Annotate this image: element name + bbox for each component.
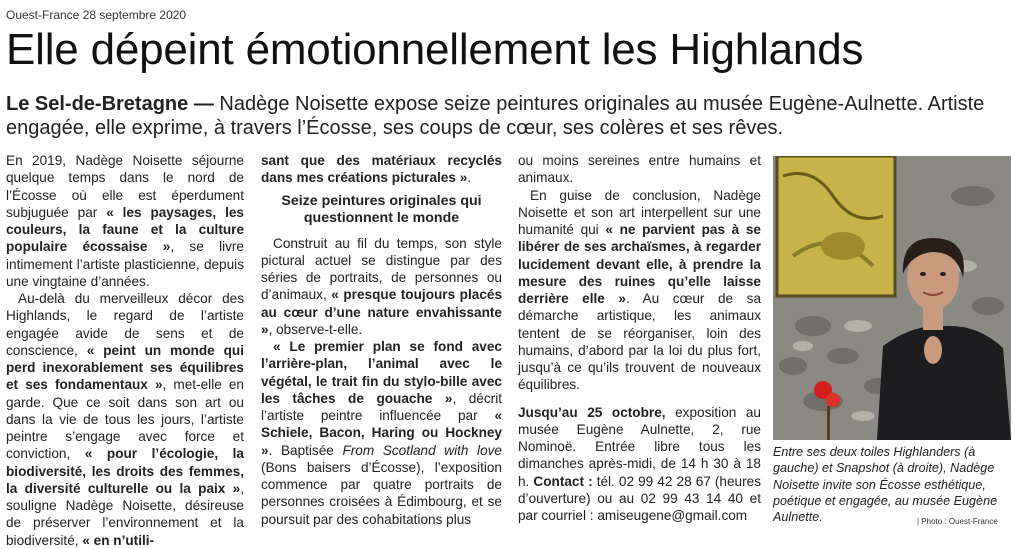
person-eye: [920, 272, 926, 276]
subheading: Seize peintures originales qui questionnent le monde: [281, 192, 482, 226]
text-run: Construit au fil du temps, son style pictural actuel se distingue par des séries de portraits, de personnes ou d’animaux,: [261, 235, 502, 303]
quote-run: sant que des matériaux recyclés dans mes créations picturales »: [261, 153, 502, 186]
text-run: tél. 02 99 42 28 67 (heures d’ouverture) ou au 02 99 43 14 40 et par courriel : amiseugene@gmail.com: [518, 473, 761, 523]
quote-run: « pour l’écologie, la biodiversité, les droits des femmes, la diversité culturelle ou la paix »: [6, 446, 244, 496]
quote-run: « les paysages, les couleurs, la faune et la culture populaire écossaise »: [6, 204, 244, 255]
contact-label: Contact :: [533, 473, 593, 489]
paragraph: [6, 152, 244, 290]
info-date: Jusqu’au 25 octobre,: [518, 404, 666, 420]
text-run: , met-elle en garde. Que ce soit dans son art ou dans la vie de tous les jours, l’artiste peintre s’engage avec force et conviction,: [6, 377, 244, 462]
painting-figure: [821, 232, 865, 260]
lead-paragraph: [6, 92, 1006, 141]
lead-text: Nadège Noisette expose seize peintures originales au musée Eugène-Aulnette. Artiste engagée, elle exprime, à travers l’Écosse, ses coups de cœur, ses colères et ses rêves.: [6, 93, 985, 140]
text-run: , décrit l’artiste peintre influencée par: [261, 390, 502, 424]
paragraph: ou moins sereines entre humains et animaux.: [518, 153, 761, 186]
painting-highlanders: [777, 156, 895, 296]
photo-credit: | Photo : Ouest-France: [917, 517, 998, 526]
title-run: From Scotland with love: [342, 442, 502, 458]
article-column-1: [6, 152, 244, 549]
sweater-keyhole: [924, 336, 942, 364]
text-run: , se livre intimement l’artiste plasticienne, depuis une vingtaine d’années.: [6, 239, 244, 289]
text-run: .: [467, 170, 472, 186]
quote-run: « ne parvient pas à se libérer de ses archaïsmes, à regarder lucidement devant elle, à prendre la mesure des ruines qu’elle laisse derrière elle »: [518, 222, 761, 306]
article-column-2: [261, 152, 502, 528]
headline: Elle dépeint émotionnellement les Highlands: [6, 25, 864, 74]
photo-illustration: [773, 156, 1011, 440]
red-flower: [826, 393, 840, 407]
quote-run: « presque toujours placés au cœur d’une nature envahissante »: [261, 287, 503, 337]
photo-caption: Entre ses deux toiles Highlanders (à gauche) et Snapshot (à droite), Nadège Noisette invite son Écosse esthétique, poétique et engagée, au musée Eugène Aulnette.: [773, 445, 998, 525]
dateline: Le Sel-de-Bretagne —: [6, 93, 214, 115]
practical-info: [518, 404, 761, 525]
text-run: , observe-t-elle.: [268, 321, 363, 337]
person-eye: [940, 272, 946, 276]
text-run: . Baptisée: [268, 442, 343, 458]
paragraph: [6, 290, 244, 549]
article-photo: [773, 156, 1011, 440]
paragraph: [261, 152, 502, 187]
quote-run: « en n’utili-: [82, 532, 155, 548]
article-column-3: [518, 152, 761, 524]
text-run: exposition au musée Eugène Aulnette, 2, rue Nominoë. Entrée libre tous les dimanches après-midi, de 14 h 30 à 18 h.: [518, 404, 761, 489]
text-run: (Bons baisers d’Écosse), l’exposition commence par quatre portraits de personnes croisées à Édimbourg, et se poursuit par des cohabitations plus: [261, 459, 502, 527]
text-run: . Au cœur de sa démarche artistique, les animaux tentent de se réorganiser, loin des humains, d’abord par la loi du plus fort, jusqu’à ce qu’ils trouvent de nouveaux équilibres.: [518, 291, 762, 393]
text-run: Au-delà du merveilleux décor des Highlands, le regard de l’artiste engagée avide de sens et de conscience,: [6, 291, 244, 358]
quote-run: « Le premier plan se fond avec l’arrière-plan, l’animal avec le végétal, le trait fin du stylo-bille avec les tâches de gouache »: [261, 339, 502, 406]
person-sweater: [877, 326, 1011, 440]
paragraph: [261, 235, 502, 339]
flower-stem: [827, 406, 830, 440]
text-run: , souligne Nadège Noisette, désireuse de préserver l’environnement et la biodiversité,: [6, 480, 244, 548]
quote-run: « peint un monde qui perd inexorablement ses équilibres et ses fondamentaux »: [6, 342, 244, 393]
source-line: Ouest-France 28 septembre 2020: [6, 8, 187, 22]
text-run: En guise de conclusion, Nadège Noisette et son art interpellent sur une humanité qui: [518, 187, 761, 237]
paragraph: [261, 338, 502, 528]
text-run: En 2019, Nadège Noisette séjourne quelque temps dans le nord de l’Écosse où elle est éperdument subjuguée par: [6, 153, 244, 220]
quote-run: « Schiele, Bacon, Haring ou Hockney »: [261, 408, 502, 458]
paragraph: [518, 187, 761, 394]
